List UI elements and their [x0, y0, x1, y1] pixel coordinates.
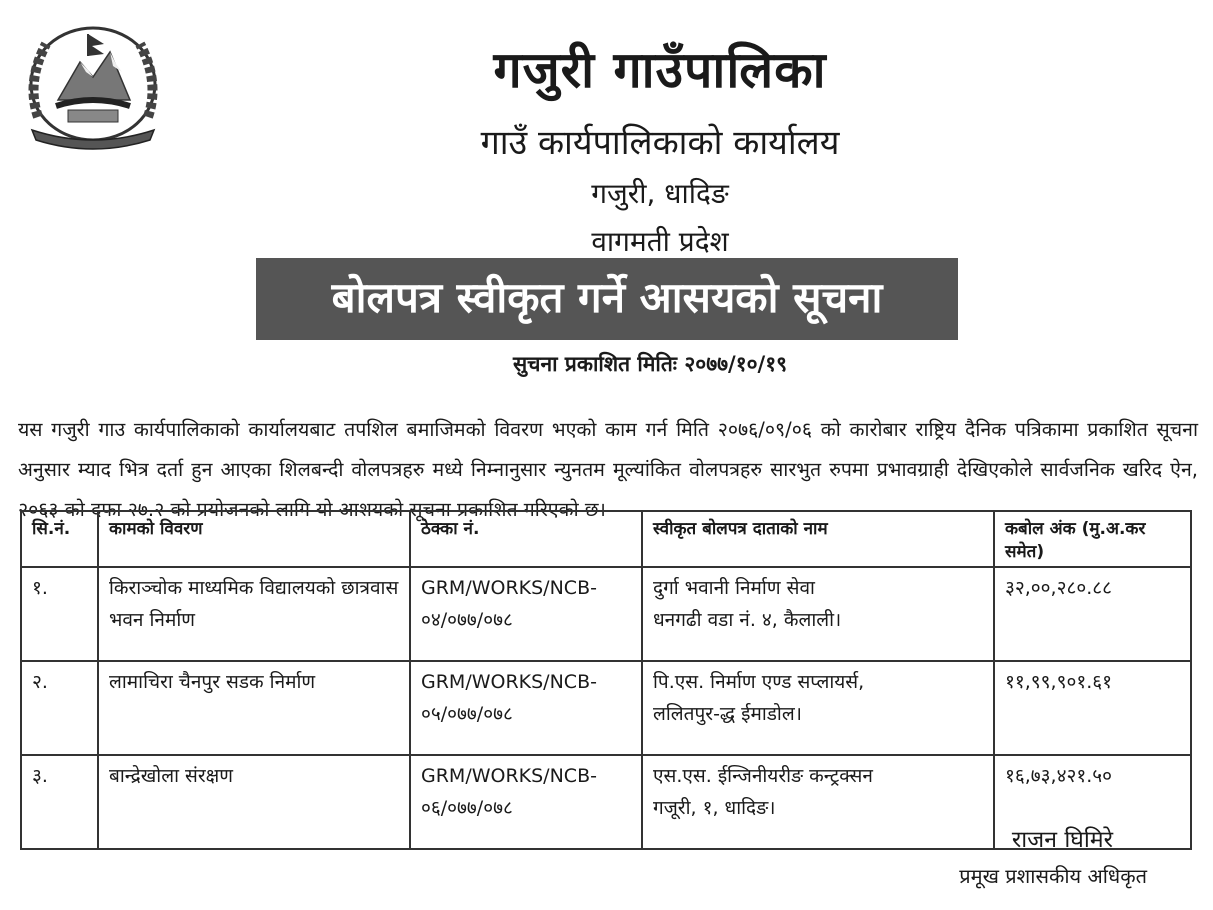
- row-contract-line2: ०६/०७७/०७८: [421, 797, 513, 819]
- row-amount: ३२,००,२८०.८८: [994, 567, 1191, 661]
- row-sn: १.: [21, 567, 98, 661]
- row-contract: [410, 755, 642, 849]
- row-bidder: [642, 755, 994, 849]
- row-contract-line1: GRM/WORKS/NCB-: [421, 577, 597, 599]
- table-row: [21, 661, 1191, 755]
- row-contract-line1: GRM/WORKS/NCB-: [421, 671, 597, 693]
- signatory-name: राजन घिमिरे: [1011, 827, 1113, 853]
- column-header-contract: ठेक्का नं.: [410, 511, 642, 567]
- row-bidder: [642, 567, 994, 661]
- table-header-row: [21, 511, 1191, 567]
- province-name: वागमती प्रदेश: [591, 225, 729, 258]
- column-header-bidder: स्वीकृत बोलपत्र दाताको नाम: [642, 511, 994, 567]
- row-work: किराञ्चोक माध्यमिक विद्यालयको छात्रवास भवन निर्माण: [98, 567, 410, 661]
- published-date: सुचना प्रकाशित मितिः २०७७/१०/१९: [512, 352, 788, 376]
- row-bidder-line2: ललितपुर-द्ध ईमाडोल।: [653, 703, 802, 725]
- row-amount: ११,९९,९०१.६१: [994, 661, 1191, 755]
- row-bidder-line2: धनगढी वडा नं. ४, कैलाली।: [653, 609, 842, 631]
- row-bidder-line1: एस.एस. ईन्जिनीयरीङ कन्ट्रक्सन: [653, 765, 873, 787]
- row-amount: १६,७३,४२१.५०: [994, 755, 1191, 849]
- row-bidder-line1: दुर्गा भवानी निर्माण सेवा: [653, 577, 815, 599]
- table-row: [21, 567, 1191, 661]
- row-work: बान्द्रेखोला संरक्षण: [98, 755, 410, 849]
- tender-table: [20, 510, 1192, 850]
- column-header-work: कामको विवरण: [98, 511, 410, 567]
- row-bidder-line2: गजूरी, १, धादिङ।: [653, 797, 776, 819]
- signatory-title: प्रमूख प्रशासकीय अधिकृत: [959, 864, 1147, 888]
- row-contract-line2: ०४/०७७/०७८: [421, 609, 513, 631]
- row-work: लामाचिरा चैनपुर सडक निर्माण: [98, 661, 410, 755]
- row-contract: [410, 567, 642, 661]
- municipality-title: गजुरी गाउँपालिका: [493, 41, 827, 99]
- nepal-emblem-icon: [18, 22, 168, 152]
- row-bidder: [642, 661, 994, 755]
- row-sn: ३.: [21, 755, 98, 849]
- column-header-sn: सि.नं.: [21, 511, 98, 567]
- row-bidder-line1: पि.एस. निर्माण एण्ड सप्लायर्स,: [653, 671, 865, 693]
- row-contract-line2: ०५/०७७/०७८: [421, 703, 513, 725]
- office-location: गजुरी, धादिङ: [591, 177, 729, 210]
- row-contract: [410, 661, 642, 755]
- office-name: गाउँ कार्यपालिकाको कार्यालय: [480, 123, 840, 163]
- row-sn: २.: [21, 661, 98, 755]
- row-contract-line1: GRM/WORKS/NCB-: [421, 765, 597, 787]
- column-header-amount: कबोल अंक (मु.अ.कर समेत): [994, 511, 1191, 567]
- notice-title-banner: बोलपत्र स्वीकृत गर्ने आसयको सूचना: [256, 258, 958, 340]
- notice-body: यस गजुरी गाउ कार्यपालिकाको कार्यालयबाट तपशिल बमाजिमको विवरण भएको काम गर्न मिति २०७६/०९/०६ को कारोबार राष्ट्रिय दैनिक पत्रिकामा प्रकाशित सूचना अनुसार म्याद भित्र दर्ता हुन आएका शिलबन्दी वोलपत्रहरु मध्ये निम्नानुसार न्युनतम मूल्यांकित वोलपत्रहरु सारभुत रुपमा प्रभावग्राही देखिएकोले सार्वजनिक खरिद ऐन, २०६३ को दफा २७.२ को प्रयोजनको लागि यो आशयको सूचना प्रकाशित गरिएको छ।: [18, 417, 1198, 521]
